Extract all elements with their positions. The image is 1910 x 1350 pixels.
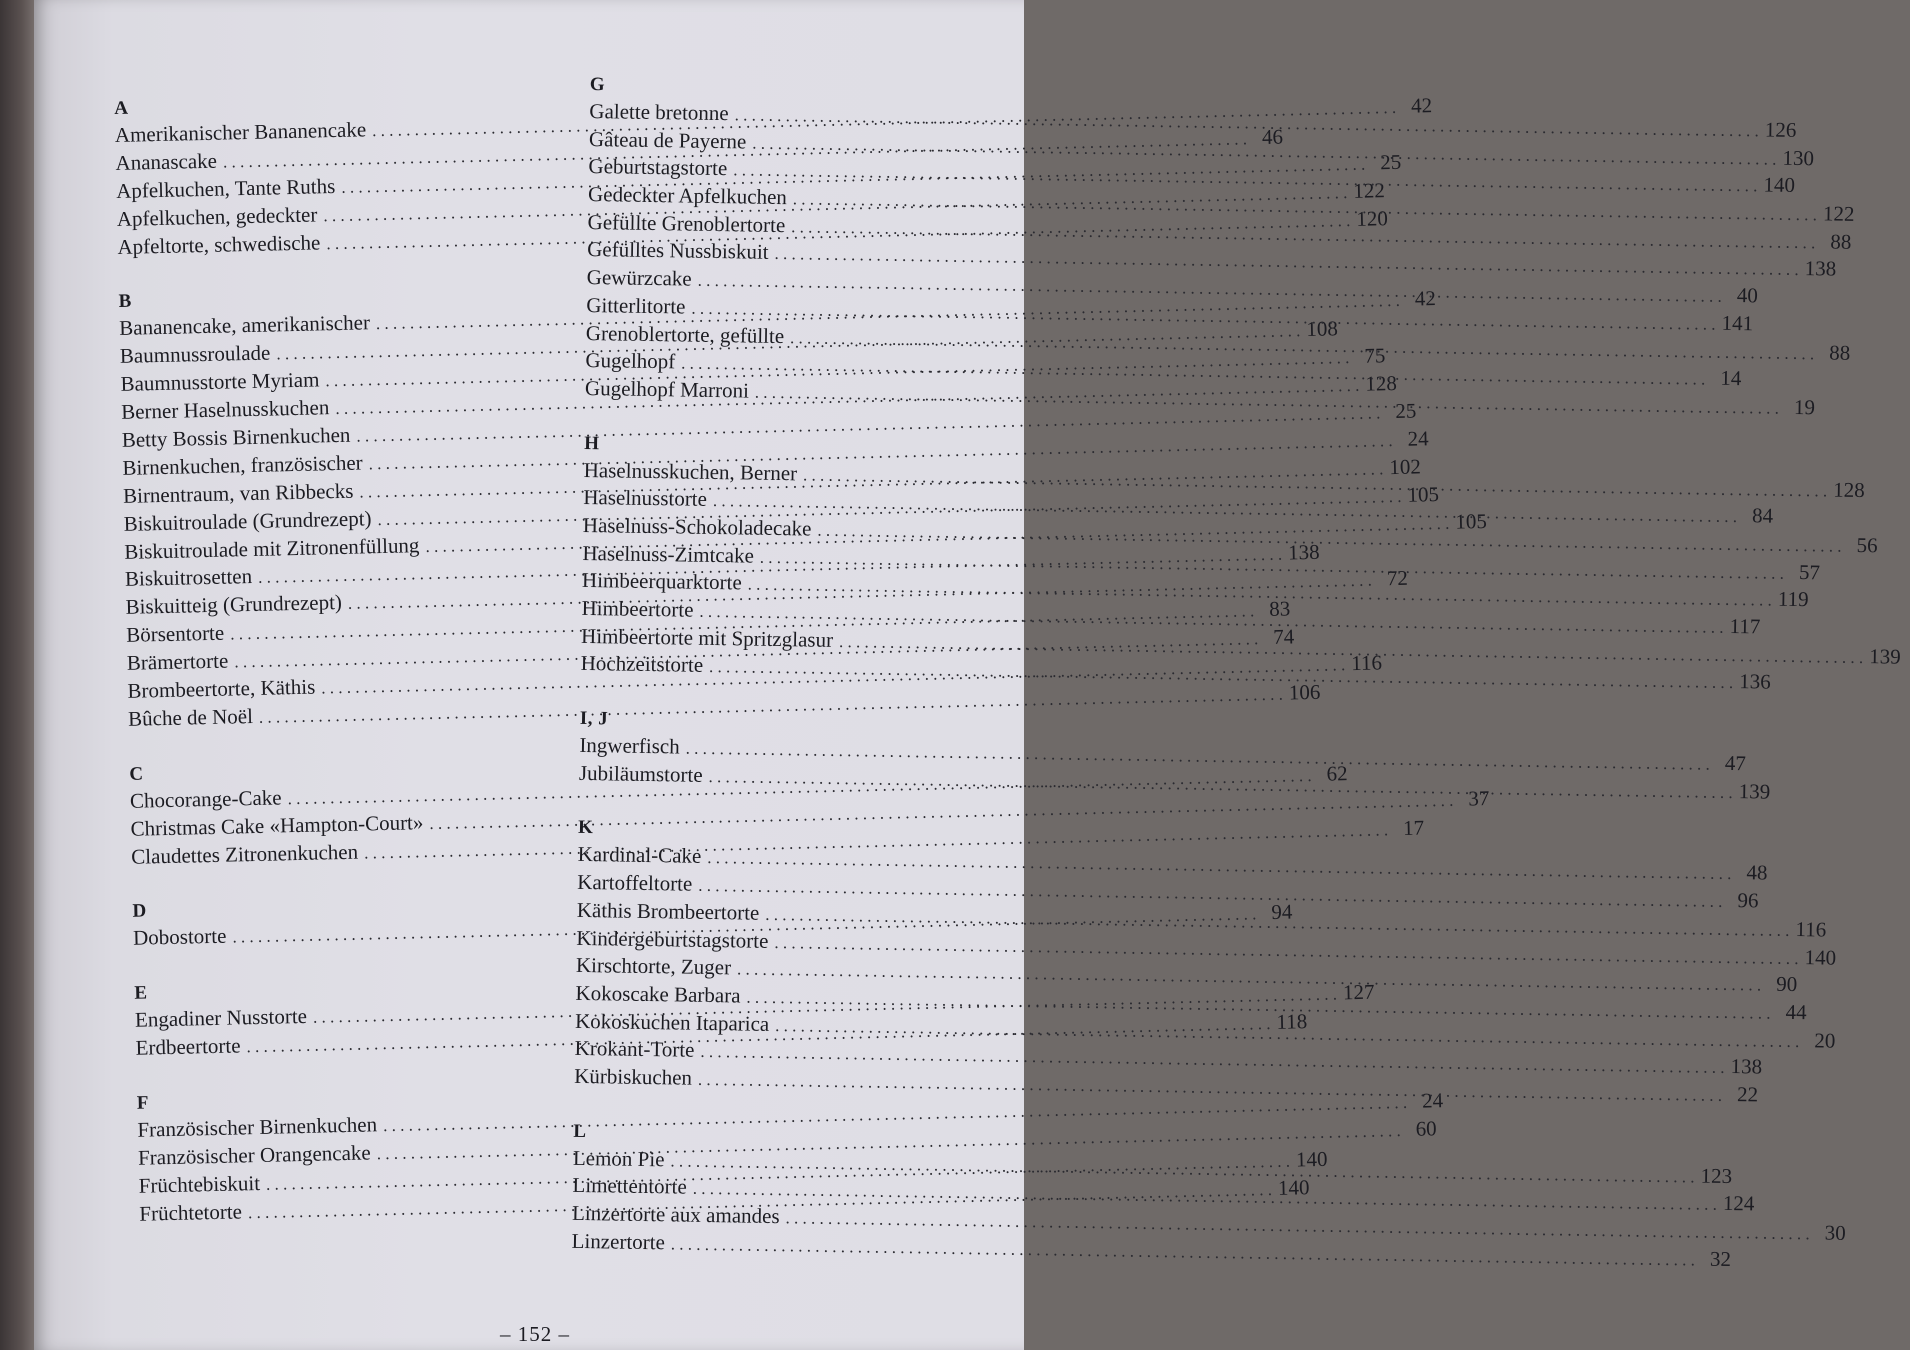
page-reference: 24	[1407, 426, 1429, 451]
recipe-name: Bananencake, amerikanischer	[119, 310, 371, 341]
section-letter: I, J	[579, 707, 609, 730]
page-reference: 88	[1830, 229, 1852, 254]
page-reference: 105	[1455, 508, 1488, 534]
section-letter: K	[577, 817, 594, 839]
page-reference: 123	[1700, 1163, 1733, 1188]
recipe-name: Biskuitroulade mit Zitronenfüllung	[124, 532, 420, 564]
recipe-name: Früchtebiskuit	[138, 1170, 261, 1198]
page-reference: 138	[1730, 1054, 1763, 1079]
page-reference: 48	[1746, 860, 1768, 886]
recipe-name: Krokant-Torte	[574, 1036, 695, 1063]
recipe-name: Berner Haselnusskuchen	[120, 395, 330, 425]
recipe-name: Linzertorte	[571, 1228, 666, 1255]
recipe-name: Hochzeitstorte	[580, 651, 704, 678]
page-reference: 57	[1798, 559, 1821, 585]
recipe-name: Kürbiskuchen	[574, 1063, 693, 1090]
recipe-name: Kindergeburtstagstorte	[576, 925, 769, 953]
recipe-name: Früchtetorte	[139, 1199, 243, 1226]
recipe-name: Bûche de Noël	[127, 703, 254, 731]
recipe-name: Galette bretonne	[589, 98, 729, 126]
page-reference: 32	[1709, 1246, 1732, 1271]
recipe-name: Ananascake	[115, 148, 218, 175]
recipe-name: Chocorange-Cake	[129, 785, 282, 813]
section-letter: C	[129, 763, 144, 785]
recipe-name: Apfelkuchen, Tante Ruths	[115, 173, 336, 203]
page-reference: 128	[1365, 371, 1398, 396]
page-reference: 20	[1814, 1027, 1836, 1053]
recipe-name: Grenoblertorte, gefüllte	[585, 320, 785, 348]
section-letter: G	[589, 73, 606, 96]
recipe-name: Engadiner Nusstorte	[134, 1004, 308, 1033]
page-reference: 122	[1353, 177, 1386, 203]
section-letter: H	[584, 432, 600, 454]
page-reference: 14	[1720, 365, 1742, 391]
recipe-name: Haselnuss-Schokoladecake	[582, 512, 812, 541]
recipe-name: Ingwerfisch	[579, 732, 680, 759]
page-reference: 84	[1751, 503, 1774, 528]
recipe-name: Gugelhopf Marroni	[584, 375, 750, 403]
page-reference: 22	[1736, 1082, 1759, 1107]
page-reference: 40	[1736, 283, 1759, 308]
book-spine-shadow	[0, 0, 36, 1350]
recipe-name: Börsentorte	[125, 620, 225, 648]
recipe-name: Claudettes Zitronenkuchen	[130, 839, 359, 869]
page-reference: 140	[1277, 1174, 1310, 1200]
page-reference: 90	[1776, 971, 1798, 997]
page-reference: 140	[1804, 944, 1837, 970]
recipe-name: Apfelkuchen, gedeckter	[116, 202, 318, 231]
recipe-name: Gitterlitorte	[586, 292, 686, 319]
page-reference: 119	[1777, 587, 1809, 612]
recipe-name: Gefüllte Grenoblertorte	[587, 209, 786, 237]
recipe-name: Jubiläumstorte	[578, 760, 703, 787]
recipe-name: Himbeerquarktorte	[581, 568, 742, 595]
recipe-name: Betty Bossis Birnenkuchen	[121, 422, 351, 452]
recipe-name: Brämertorte	[126, 648, 229, 675]
page-reference: 127	[1342, 980, 1375, 1005]
page-reference: 108	[1306, 316, 1339, 342]
page-reference: 60	[1415, 1116, 1437, 1141]
section-letter: D	[132, 900, 147, 923]
page-reference: 138	[1804, 256, 1837, 282]
recipe-name: Biskuitteig (Grundrezept)	[125, 590, 343, 620]
recipe-name: Kartoffeltorte	[577, 870, 693, 896]
page-reference: 105	[1407, 481, 1440, 507]
page-reference: 122	[1822, 201, 1855, 226]
page-reference: 118	[1276, 1009, 1308, 1035]
recipe-name: Baumnusstorte Myriam	[120, 367, 320, 397]
page-reference: 25	[1379, 149, 1402, 175]
recipe-name: Gewürzcake	[586, 265, 692, 291]
recipe-name: Christmas Cake «Hampton-Court»	[130, 809, 424, 841]
recipe-name: Käthis Brombeertorte	[576, 897, 760, 925]
recipe-name: Haselnusskuchen, Berner	[583, 457, 798, 485]
page-reference: 37	[1468, 785, 1490, 811]
page-reference: 136	[1739, 669, 1771, 694]
recipe-name: Limettentorte	[572, 1173, 687, 1199]
page-reference: 106	[1288, 679, 1321, 705]
page-reference: 140	[1763, 172, 1796, 198]
recipe-name: Brombeertorte, Käthis	[127, 674, 316, 703]
recipe-name: Apfeltorte, schwedische	[117, 229, 321, 259]
recipe-name: Erdbeertorte	[135, 1033, 241, 1061]
recipe-name: Französischer Orangencake	[137, 1140, 371, 1170]
recipe-name: Linzertorte aux amandes	[571, 1200, 780, 1229]
page-reference: 128	[1833, 477, 1865, 502]
recipe-name: Kokoskuchen Itaparica	[574, 1008, 770, 1036]
recipe-name: Lemon Pie	[572, 1145, 665, 1171]
page-reference: 117	[1729, 613, 1761, 639]
page-reference: 17	[1402, 815, 1425, 840]
page-reference: 116	[1350, 650, 1383, 676]
page-reference: 94	[1271, 899, 1293, 925]
page-number: – 152 –	[500, 1322, 570, 1346]
recipe-name: Himbeertorte mit Spritzglasur	[580, 623, 834, 652]
page-reference: 83	[1268, 596, 1291, 622]
recipe-name: Dobostorte	[132, 924, 227, 951]
section-letter: E	[134, 982, 148, 1005]
page-reference: 42	[1414, 286, 1437, 311]
recipe-name: Gâteau de Payerne	[588, 126, 747, 154]
page-reference: 116	[1795, 916, 1827, 942]
recipe-name: Himbeertorte	[581, 595, 694, 622]
recipe-name: Gedeckter Apfelkuchen	[587, 182, 788, 210]
index-page	[34, 0, 1901, 1350]
section-letter: L	[573, 1120, 587, 1142]
page-reference: 130	[1782, 145, 1815, 170]
page-reference: 139	[1738, 778, 1771, 804]
recipe-name: Biskuitrosetten	[124, 564, 253, 592]
page-reference: 24	[1421, 1088, 1444, 1113]
page-reference: 138	[1287, 540, 1320, 565]
section-letter: B	[118, 291, 133, 313]
page-reference: 124	[1722, 1191, 1755, 1216]
recipe-name: Französischer Birnenkuchen	[137, 1112, 378, 1142]
recipe-name: Kardinal-Cake	[577, 842, 702, 869]
page-reference: 140	[1295, 1146, 1328, 1172]
section-letter: F	[136, 1092, 150, 1114]
recipe-name: Baumnussroulade	[119, 340, 271, 369]
section-letter: A	[114, 97, 129, 119]
page-reference: 44	[1785, 999, 1807, 1025]
recipe-name: Birnenkuchen, französischer	[122, 450, 363, 480]
recipe-name: Amerikanischer Bananencake	[114, 117, 367, 147]
recipe-name: Haselnuss-Zimtcake	[582, 540, 755, 568]
recipe-name: Biskuitroulade (Grundrezept)	[123, 505, 372, 536]
recipe-name: Gugelhopf	[585, 348, 676, 374]
page-reference: 30	[1824, 1220, 1846, 1245]
page-reference: 47	[1724, 750, 1747, 776]
page-reference: 72	[1386, 566, 1409, 591]
page-reference: 75	[1364, 343, 1386, 368]
page-reference: 42	[1410, 93, 1433, 118]
recipe-name: Haselnusstorte	[583, 485, 708, 512]
recipe-name: Kokoscake Barbara	[575, 980, 741, 1008]
recipe-name: Gefülltes Nussbiskuit	[587, 237, 769, 265]
page-reference: 62	[1326, 761, 1348, 786]
page-reference: 141	[1721, 310, 1754, 336]
recipe-name: Birnentraum, van Ribbecks	[122, 478, 354, 508]
page-reference: 102	[1389, 454, 1422, 479]
recipe-name: Geburtstagstorte	[588, 154, 728, 181]
page-reference: 74	[1273, 624, 1295, 649]
page-reference: 46	[1261, 124, 1284, 149]
page-reference: 96	[1737, 888, 1759, 913]
page-reference: 56	[1856, 532, 1878, 558]
page-reference: 126	[1764, 117, 1797, 142]
recipe-name: Kirschtorte, Zuger	[575, 953, 732, 980]
page-reference: 25	[1395, 398, 1417, 424]
page-reference: 88	[1829, 340, 1851, 365]
page-reference: 120	[1356, 205, 1389, 231]
page-reference: 19	[1793, 394, 1816, 420]
page-reference: 139	[1869, 643, 1901, 669]
